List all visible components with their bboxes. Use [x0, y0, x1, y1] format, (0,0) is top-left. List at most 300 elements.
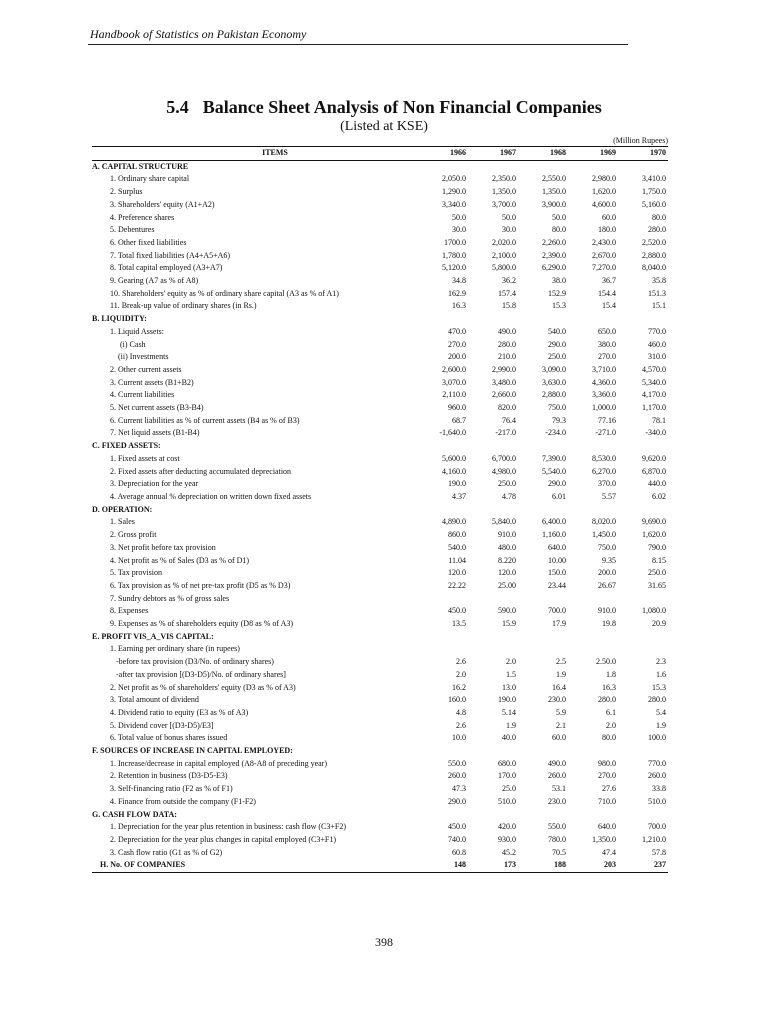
row-value: 2.0: [456, 669, 466, 679]
row-label: 2. Surplus: [110, 187, 143, 197]
row-label: 2. Retention in business (D3-D5-E3): [110, 771, 228, 781]
row-value: [418, 313, 468, 326]
row-value: [518, 643, 568, 656]
section-row: [92, 745, 668, 758]
row-value: 1.9: [656, 720, 666, 730]
row-value: 148: [418, 859, 468, 872]
row-value: 160.0: [448, 695, 466, 705]
row-value: 80.0: [652, 212, 666, 222]
row-value: 188: [518, 859, 568, 872]
row-value: 280.0: [498, 339, 516, 349]
row-value: 200.0: [448, 352, 466, 362]
row-value: 38.0: [552, 276, 566, 286]
table-row: [92, 555, 668, 568]
table-row: [92, 199, 668, 212]
row-value: 120.0: [498, 568, 516, 578]
row-label: D. OPERATION:: [92, 504, 153, 514]
section-row: [92, 504, 668, 517]
row-value: 1,160.0: [542, 530, 566, 540]
row-value: 2,660.0: [492, 390, 516, 400]
row-value: 15.3: [552, 301, 566, 311]
row-value: [418, 643, 468, 656]
table-row: [92, 364, 668, 377]
row-value: 3,480.0: [492, 377, 516, 387]
row-value: 510.0: [498, 796, 516, 806]
table-row: [92, 275, 668, 288]
year-column-header: 1966: [418, 147, 468, 161]
row-value: 57.8: [652, 847, 666, 857]
row-value: 8,530.0: [592, 453, 616, 463]
row-value: [518, 745, 568, 758]
row-label: 1. Fixed assets at cost: [110, 453, 180, 463]
table-row: [92, 339, 668, 352]
row-value: [568, 160, 618, 173]
row-label: 2. Net profit as % of shareholders' equity (D3 as % of A3): [110, 682, 296, 692]
row-value: 47.4: [602, 847, 616, 857]
row-value: 47.3: [452, 784, 466, 794]
row-value: [568, 643, 618, 656]
section-row: [92, 313, 668, 326]
row-value: 2.50.0: [596, 657, 616, 667]
row-value: 25.0: [502, 784, 516, 794]
row-value: 8.220: [498, 555, 516, 565]
row-value: 6,400.0: [542, 517, 566, 527]
row-value: 77.16: [598, 415, 616, 425]
row-value: 290.0: [548, 339, 566, 349]
table-row: [92, 656, 668, 669]
table-row: [92, 682, 668, 695]
row-value: 2.0: [506, 657, 516, 667]
row-value: 151.3: [648, 288, 666, 298]
row-value: 13.0: [502, 682, 516, 692]
row-value: 6,270.0: [592, 466, 616, 476]
row-value: 9,620.0: [642, 453, 666, 463]
row-label: 2. Other current assets: [110, 364, 182, 374]
table-row: [92, 389, 668, 402]
row-value: 5,120.0: [442, 263, 466, 273]
row-label: 1. Depreciation for the year plus retention in business: cash flow (C3+F2): [110, 822, 347, 832]
row-value: 70.5: [552, 847, 566, 857]
row-value: 640.0: [548, 542, 566, 552]
row-value: 5,160.0: [642, 199, 666, 209]
row-label: 5. Debentures: [110, 225, 155, 235]
row-value: 1,620.0: [642, 530, 666, 540]
row-label: 3. Total amount of dividend: [110, 695, 199, 705]
row-label: 9. Expenses as % of shareholders equity (D8 as % of A3): [110, 619, 294, 629]
row-label: 1. Liquid Assets:: [110, 326, 165, 336]
row-label: 4. Dividend ratio to equity (E3 as % of A3): [110, 707, 249, 717]
row-value: 2,050.0: [442, 174, 466, 184]
table-row: [92, 758, 668, 771]
row-value: 3,360.0: [592, 390, 616, 400]
row-value: 9,690.0: [642, 517, 666, 527]
row-value: 3,070.0: [442, 377, 466, 387]
row-value: 3,700.0: [492, 199, 516, 209]
row-value: 22.22: [448, 580, 466, 590]
row-value: 4,890.0: [442, 517, 466, 527]
row-value: 480.0: [498, 542, 516, 552]
row-label: 3. Self-financing ratio (F2 as % of F1): [110, 784, 233, 794]
row-value: [468, 313, 518, 326]
row-value: -1,640.0: [439, 428, 466, 438]
row-value: 5,800.0: [492, 263, 516, 273]
row-value: 910.0: [598, 606, 616, 616]
row-value: [518, 440, 568, 453]
row-value: 2.5: [556, 657, 566, 667]
row-label: 7. Total fixed liabilities (A4+A5+A6): [110, 250, 231, 260]
year-column-header: 1969: [568, 147, 618, 161]
row-value: 230.0: [548, 796, 566, 806]
row-value: 200.0: [598, 568, 616, 578]
row-label: 7. Net liquid assets (B1-B4): [110, 428, 200, 438]
row-label: 3. Depreciation for the year: [110, 479, 199, 489]
row-label: B. LIQUIDITY:: [92, 314, 147, 324]
table-row: [92, 669, 668, 682]
total-row: [92, 859, 668, 872]
row-value: 3,090.0: [542, 364, 566, 374]
row-value: 15.9: [502, 619, 516, 629]
row-value: 3,630.0: [542, 377, 566, 387]
row-value: 180.0: [598, 225, 616, 235]
row-value: 60.0: [552, 733, 566, 743]
row-value: 157.4: [498, 288, 516, 298]
row-value: 15.3: [652, 682, 666, 692]
row-label: 10. Shareholders' equity as % of ordinary share capital (A3 as % of A1): [110, 288, 339, 298]
row-value: 700.0: [548, 606, 566, 616]
row-value: 34.8: [452, 276, 466, 286]
row-value: 10.00: [548, 555, 566, 565]
row-value: 770.0: [648, 326, 666, 336]
row-value: 710.0: [598, 796, 616, 806]
row-value: [568, 440, 618, 453]
row-label: (i) Cash: [120, 339, 146, 349]
table-row: [92, 186, 668, 199]
row-value: 540.0: [448, 542, 466, 552]
row-value: 4.78: [502, 491, 516, 501]
row-label: 4. Finance from outside the company (F1-F2): [110, 796, 256, 806]
row-value: 60.8: [452, 847, 466, 857]
table-row: [92, 694, 668, 707]
row-value: 780.0: [548, 834, 566, 844]
row-value: 2,670.0: [592, 250, 616, 260]
row-value: 15.8: [502, 301, 516, 311]
row-label: 4. Current liabilities: [110, 390, 175, 400]
row-value: 2.0: [606, 720, 616, 730]
row-value: 2,100.0: [492, 250, 516, 260]
row-value: 36.2: [502, 276, 516, 286]
row-label: (ii) Investments: [118, 352, 169, 362]
row-value: [618, 504, 668, 517]
row-value: 30.0: [452, 225, 466, 235]
row-value: 60.0: [602, 212, 616, 222]
row-value: 280.0: [648, 225, 666, 235]
table-row: [92, 326, 668, 339]
row-value: 380.0: [598, 339, 616, 349]
year-column-header: 1968: [518, 147, 568, 161]
row-value: 1.6: [656, 669, 666, 679]
row-value: 170.0: [498, 771, 516, 781]
row-value: 23.44: [548, 580, 566, 590]
row-value: 250.0: [498, 479, 516, 489]
row-value: 470.0: [448, 326, 466, 336]
row-value: 50.0: [552, 212, 566, 222]
row-value: 270.0: [448, 339, 466, 349]
row-label: 1. Earning per ordinary share (in rupees): [110, 644, 240, 654]
row-value: 2,880.0: [642, 250, 666, 260]
row-label: 2. Depreciation for the year plus changes in capital employed (C3+F1): [110, 834, 336, 844]
units-note: (Million Rupees): [613, 136, 668, 145]
row-value: [618, 440, 668, 453]
row-value: 1.9: [556, 669, 566, 679]
row-value: 45.2: [502, 847, 516, 857]
row-value: 1,780.0: [442, 250, 466, 260]
row-value: 4,980.0: [492, 466, 516, 476]
row-value: 450.0: [448, 822, 466, 832]
row-value: [518, 313, 568, 326]
row-value: [568, 745, 618, 758]
row-value: 290.0: [448, 796, 466, 806]
table-row: [92, 821, 668, 834]
row-value: 740.0: [448, 834, 466, 844]
row-value: 79.3: [552, 415, 566, 425]
row-value: 8,040.0: [642, 263, 666, 273]
row-value: [518, 631, 568, 644]
row-value: 2.3: [656, 657, 666, 667]
row-label: 6. Tax provision as % of net pre-tax profit (D5 as % D3): [110, 580, 291, 590]
row-value: 1.5: [506, 669, 516, 679]
row-value: [518, 504, 568, 517]
table-row: [92, 478, 668, 491]
row-value: 8,020.0: [592, 517, 616, 527]
row-value: 2.6: [456, 657, 466, 667]
row-value: 152.9: [548, 288, 566, 298]
row-label: 8. Total capital employed (A3+A7): [110, 263, 223, 273]
row-label: 5. Dividend cover [(D3-D5)/E3]: [110, 720, 214, 730]
row-value: 2.1: [556, 720, 566, 730]
table-row: [92, 224, 668, 237]
row-value: 1,170.0: [642, 403, 666, 413]
row-value: 2,020.0: [492, 237, 516, 247]
row-value: 1,350.0: [592, 834, 616, 844]
table-number: 5.4: [166, 97, 189, 117]
row-value: 550.0: [548, 822, 566, 832]
row-value: 76.4: [502, 415, 516, 425]
table-row: [92, 720, 668, 733]
table-row: [92, 847, 668, 860]
row-value: 68.7: [452, 415, 466, 425]
table-row: [92, 453, 668, 466]
row-value: 190.0: [498, 695, 516, 705]
row-value: [418, 631, 468, 644]
row-value: [618, 631, 668, 644]
row-value: 7,390.0: [542, 453, 566, 463]
table-row: [92, 567, 668, 580]
row-value: [518, 593, 568, 606]
row-value: 930.0: [498, 834, 516, 844]
row-label: 3. Cash flow ratio (G1 as % of G2): [110, 847, 223, 857]
row-value: 260.0: [648, 771, 666, 781]
row-value: 1,290.0: [442, 187, 466, 197]
row-value: 2.6: [456, 720, 466, 730]
row-value: 154.4: [598, 288, 616, 298]
row-value: 2,880.0: [542, 390, 566, 400]
row-value: 53.1: [552, 784, 566, 794]
row-value: 210.0: [498, 352, 516, 362]
row-value: 250.0: [548, 352, 566, 362]
row-label: 4. Net profit as % of Sales (D3 as % of D1): [110, 555, 250, 565]
row-value: [468, 745, 518, 758]
row-value: 820.0: [498, 403, 516, 413]
row-value: 230.0: [548, 695, 566, 705]
row-value: 250.0: [648, 568, 666, 578]
row-value: 770.0: [648, 758, 666, 768]
row-value: 790.0: [648, 542, 666, 552]
row-value: 80.0: [602, 733, 616, 743]
row-value: [468, 631, 518, 644]
row-value: 4,570.0: [642, 364, 666, 374]
row-value: [468, 440, 518, 453]
row-label: -after tax provision [(D3-D5)/No. of ordinary shares]: [116, 669, 286, 679]
row-value: 490.0: [548, 758, 566, 768]
table-row: [92, 212, 668, 225]
row-value: 20.9: [652, 619, 666, 629]
row-value: -271.0: [595, 428, 616, 438]
row-value: 3,410.0: [642, 174, 666, 184]
section-row: [92, 631, 668, 644]
row-label: 2. Fixed assets after deducting accumulated depreciation: [110, 466, 292, 476]
row-value: [568, 593, 618, 606]
row-value: -340.0: [645, 428, 666, 438]
row-value: 4,160.0: [442, 466, 466, 476]
section-row: [92, 809, 668, 822]
row-value: [618, 160, 668, 173]
row-value: [618, 745, 668, 758]
table-row: [92, 707, 668, 720]
row-value: 6.01: [552, 491, 566, 501]
row-value: 290.0: [548, 479, 566, 489]
row-value: 650.0: [598, 326, 616, 336]
table-row: [92, 466, 668, 479]
row-label: 8. Expenses: [110, 606, 149, 616]
table-row: [92, 542, 668, 555]
row-value: [618, 313, 668, 326]
row-value: 16.2: [452, 682, 466, 692]
table-row: [92, 427, 668, 440]
row-value: 1,000.0: [592, 403, 616, 413]
row-value: 5,600.0: [442, 453, 466, 463]
row-value: 4,360.0: [592, 377, 616, 387]
row-value: 5.4: [656, 707, 666, 717]
table-row: [92, 643, 668, 656]
row-value: [418, 504, 468, 517]
row-value: 2,520.0: [642, 237, 666, 247]
row-value: [468, 593, 518, 606]
row-value: 5,340.0: [642, 377, 666, 387]
row-value: 237: [618, 859, 668, 872]
row-value: 6.02: [652, 491, 666, 501]
row-value: 16.3: [452, 301, 466, 311]
row-value: [418, 809, 468, 822]
row-value: 1,350.0: [542, 187, 566, 197]
row-value: 30.0: [502, 225, 516, 235]
table-row: [92, 732, 668, 745]
row-value: 280.0: [598, 695, 616, 705]
table-row: [92, 262, 668, 275]
row-value: 640.0: [598, 822, 616, 832]
row-value: 40.0: [502, 733, 516, 743]
row-value: 700.0: [648, 822, 666, 832]
row-label: 1. Ordinary share capital: [110, 174, 190, 184]
row-value: 280.0: [648, 695, 666, 705]
page-number: 398: [375, 935, 393, 949]
table-row: [92, 237, 668, 250]
row-value: [468, 809, 518, 822]
row-value: 15.1: [652, 301, 666, 311]
row-label: 5. Net current assets (B3-B4): [110, 403, 204, 413]
row-value: 960.0: [448, 403, 466, 413]
row-value: 2,110.0: [442, 390, 466, 400]
row-value: 1,210.0: [642, 834, 666, 844]
row-value: 5,840.0: [492, 517, 516, 527]
row-label: 4. Average annual % depreciation on written down fixed assets: [110, 491, 312, 501]
row-value: 78.1: [652, 415, 666, 425]
row-value: 260.0: [548, 771, 566, 781]
table-row: [92, 605, 668, 618]
row-label: 7. Sundry debtors as % of gross sales: [110, 593, 230, 603]
row-value: 27.6: [602, 784, 616, 794]
row-value: 31.65: [648, 580, 666, 590]
table-row: [92, 796, 668, 809]
row-value: 590.0: [498, 606, 516, 616]
row-label: 1. Sales: [110, 517, 135, 527]
table-row: [92, 783, 668, 796]
row-value: 100.0: [648, 733, 666, 743]
row-value: 5.14: [502, 707, 516, 717]
section-row: [92, 440, 668, 453]
row-value: 1700.0: [444, 237, 466, 247]
row-value: 1.8: [606, 669, 616, 679]
row-label: 3. Shareholders' equity (A1+A2): [110, 199, 215, 209]
row-label: 6. Total value of bonus shares issued: [110, 733, 228, 743]
table-row: [92, 300, 668, 313]
row-value: 2,990.0: [492, 364, 516, 374]
header-rule: [88, 44, 628, 45]
row-value: 80.0: [552, 225, 566, 235]
table-row: [92, 618, 668, 631]
row-value: 680.0: [498, 758, 516, 768]
row-label: A. CAPITAL STRUCTURE: [92, 161, 189, 171]
row-label: 6. Other fixed liabilities: [110, 237, 187, 247]
row-value: 1,750.0: [642, 187, 666, 197]
row-value: [618, 809, 668, 822]
row-value: 750.0: [598, 542, 616, 552]
row-value: 2,350.0: [492, 174, 516, 184]
table-row: [92, 415, 668, 428]
row-value: 4,600.0: [592, 199, 616, 209]
table-row: [92, 529, 668, 542]
row-label: -before tax provision (D3/No. of ordinary shares): [116, 657, 274, 667]
row-value: 370.0: [598, 479, 616, 489]
row-value: 490.0: [498, 326, 516, 336]
row-value: 2,430.0: [592, 237, 616, 247]
row-value: 420.0: [498, 822, 516, 832]
row-value: 5,540.0: [542, 466, 566, 476]
row-value: 5.57: [602, 491, 616, 501]
row-value: 2,600.0: [442, 364, 466, 374]
page-title: [0, 97, 768, 118]
row-value: 1,080.0: [642, 606, 666, 616]
row-value: 2,260.0: [542, 237, 566, 247]
